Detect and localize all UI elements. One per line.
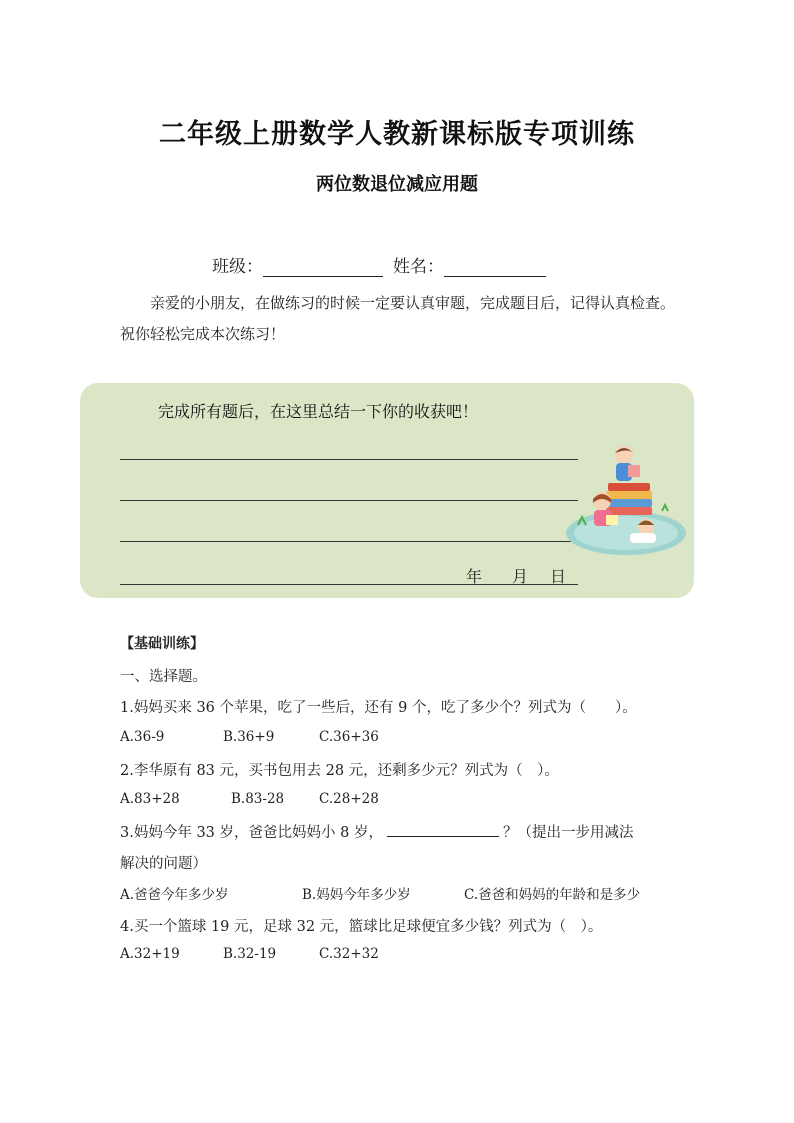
q1-option-a[interactable]: A.36-9 xyxy=(120,729,165,745)
section-heading: 【基础训练】 xyxy=(120,636,204,652)
summary-box xyxy=(80,383,694,598)
name-blank[interactable] xyxy=(444,256,546,277)
q1-option-c[interactable]: C.36+36 xyxy=(319,729,379,745)
class-blank[interactable] xyxy=(263,256,383,277)
question-4: 4.买一个篮球 19 元，足球 32 元，篮球比足球便宜多少钱？列式为（ ）。 xyxy=(120,919,603,935)
summary-line[interactable] xyxy=(120,500,578,501)
q4-option-a[interactable]: A.32+19 xyxy=(120,946,180,962)
summary-line[interactable] xyxy=(120,584,578,585)
date-year-label: 年 xyxy=(466,567,483,586)
q2-option-a[interactable]: A.83+28 xyxy=(120,791,180,807)
summary-prompt: 完成所有题后，在这里总结一下你的收获吧！ xyxy=(158,402,479,421)
q2-option-b[interactable]: B.83-28 xyxy=(231,791,285,807)
part-heading: 一、选择题。 xyxy=(120,669,207,685)
student-info-row xyxy=(212,252,546,277)
q4-option-c[interactable]: C.32+32 xyxy=(319,946,379,962)
question-1: 1.妈妈买来 36 个苹果，吃了一些后，还有 9 个，吃了多少个？列式为（ ）。 xyxy=(120,700,637,716)
page-title: 二年级上册数学人教新课标版专项训练 xyxy=(159,119,635,150)
q3-text-before: 3.妈妈今年 33 岁，爸爸比妈妈小 8 岁， xyxy=(120,825,383,841)
date-month-label: 月 xyxy=(512,567,529,586)
summary-line[interactable] xyxy=(120,541,578,542)
q3-answer-blank[interactable] xyxy=(387,822,499,837)
q1-option-b[interactable]: B.36+9 xyxy=(223,729,275,745)
intro-text: 亲爱的小朋友，在做练习的时候一定要认真审题，完成题目后，记得认真检查。祝你轻松完成本次练习！ xyxy=(120,294,676,343)
q2-option-c[interactable]: C.28+28 xyxy=(319,791,379,807)
q3-text-after: ？（提出一步用减法 xyxy=(502,825,634,841)
kids-reading-illustration xyxy=(558,441,688,561)
question-3 xyxy=(120,821,633,842)
class-label: 班级： xyxy=(212,257,263,277)
page-subtitle: 两位数退位减应用题 xyxy=(316,174,478,195)
q4-option-b[interactable]: B.32-19 xyxy=(223,946,277,962)
question-3-continued: 解决的问题） xyxy=(120,856,207,872)
q3-option-a[interactable]: A.爸爸今年多少岁 xyxy=(120,887,229,903)
question-2: 2.李华原有 83 元，买书包用去 28 元，还剩多少元？列式为（ ）。 xyxy=(120,763,559,779)
date-day-label: 日 xyxy=(550,567,567,586)
summary-line[interactable] xyxy=(120,459,578,460)
q3-option-c[interactable]: C.爸爸和妈妈的年龄和是多少 xyxy=(464,887,641,903)
q3-option-b[interactable]: B.妈妈今年多少岁 xyxy=(302,887,411,903)
name-label: 姓名： xyxy=(393,257,444,277)
